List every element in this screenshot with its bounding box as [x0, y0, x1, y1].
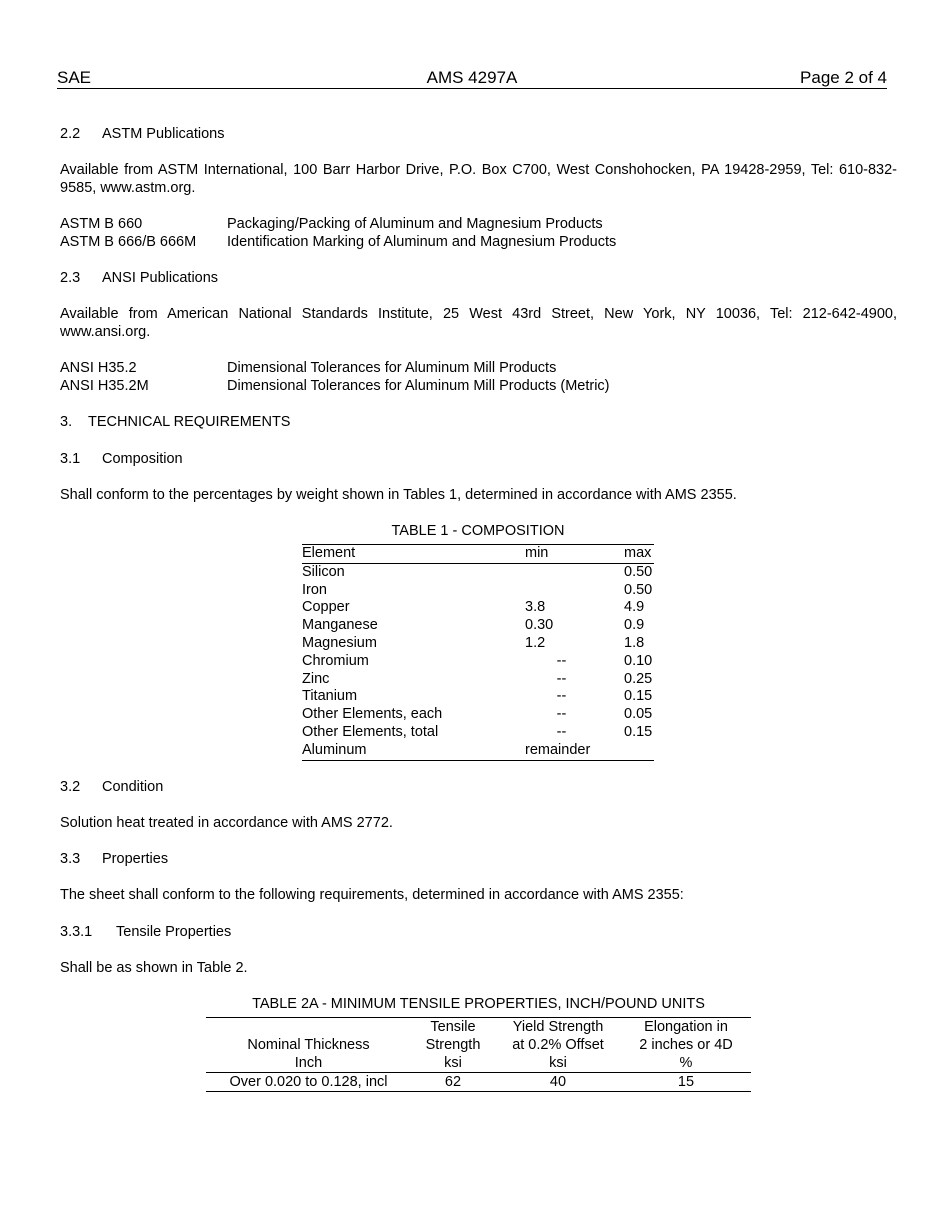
section-title: ANSI Publications — [102, 270, 219, 286]
min-cell: remainder — [525, 741, 591, 758]
reference-title: Packaging/Packing of Aluminum and Magnesium Products — [227, 216, 603, 232]
column-header-max: max — [624, 545, 654, 564]
composition-table — [302, 544, 654, 761]
element-cell: Manganese — [302, 617, 378, 634]
section-3-3-heading — [60, 850, 168, 868]
section-title: Composition — [102, 451, 183, 467]
section-title: ASTM Publications — [102, 126, 225, 142]
max-cell: 0.10 — [624, 652, 653, 669]
section-number: 3.1 — [60, 451, 81, 467]
column-header-thickness — [206, 1018, 411, 1073]
min-cell: 3.8 — [525, 599, 546, 616]
header-line: % — [679, 1055, 693, 1071]
reference-code: ANSI H35.2M — [60, 378, 149, 394]
header-line: ksi — [444, 1055, 462, 1071]
max-cell: 4.9 — [624, 599, 645, 616]
header-line: at 0.2% Offset — [512, 1037, 604, 1053]
table-row — [206, 1073, 751, 1092]
element-cell: Other Elements, each — [302, 706, 443, 723]
section-3-heading — [60, 413, 290, 431]
table-row — [302, 599, 654, 617]
table-row — [302, 688, 654, 706]
min-cell: -- — [556, 723, 567, 740]
yield-cell: 40 — [549, 1074, 567, 1090]
element-cell: Iron — [302, 581, 327, 598]
reference-code: ASTM B 666/B 666M — [60, 234, 197, 250]
reference-code: ANSI H35.2 — [60, 360, 137, 376]
element-cell: Magnesium — [302, 634, 377, 651]
header-line: Tensile — [430, 1019, 476, 1035]
tensile-properties-table — [206, 1017, 751, 1092]
elongation-cell: 15 — [677, 1074, 695, 1090]
min-cell — [525, 563, 624, 581]
max-cell: 0.50 — [624, 581, 653, 598]
reference-code: ASTM B 660 — [60, 216, 143, 232]
section-title: TECHNICAL REQUIREMENTS — [88, 414, 291, 430]
section-number: 3.3.1 — [60, 924, 93, 940]
header-page-number: Page 2 of 4 — [800, 68, 887, 87]
page-header — [57, 68, 887, 89]
section-number: 3.2 — [60, 779, 81, 795]
table-row — [302, 653, 654, 671]
column-header-elongation — [621, 1018, 751, 1073]
astm-availability: Available from ASTM International, 100 Barr Harbor Drive, P.O. Box C700, West Conshohocken, PA 19428-2959, Tel: 610-832-9585, www.astm.org. — [60, 162, 897, 196]
reference-title: Dimensional Tolerances for Aluminum Mill Products — [227, 360, 557, 376]
reference-title: Dimensional Tolerances for Aluminum Mill Products (Metric) — [227, 378, 610, 394]
header-line: Nominal Thickness — [247, 1037, 370, 1053]
min-cell: -- — [556, 706, 567, 723]
section-title: Properties — [102, 851, 169, 867]
table-header-row — [302, 545, 654, 564]
header-line: 2 inches or 4D — [639, 1037, 733, 1053]
min-cell: 1.2 — [525, 634, 546, 651]
header-line: ksi — [549, 1055, 567, 1071]
header-line: Strength — [425, 1037, 481, 1053]
section-3-1-heading — [60, 450, 183, 468]
table-1-caption: TABLE 1 - COMPOSITION — [391, 523, 565, 539]
composition-text: Shall conform to the percentages by weight shown in Tables 1, determined in accordance with AMS 2355. — [60, 487, 737, 503]
section-3-2-heading — [60, 778, 163, 796]
section-number: 3. — [60, 414, 73, 430]
condition-text: Solution heat treated in accordance with AMS 2772. — [60, 815, 393, 831]
element-cell: Copper — [302, 599, 350, 616]
element-cell: Other Elements, total — [302, 723, 439, 740]
section-3-3-1-heading — [60, 923, 231, 941]
column-header-min: min — [525, 545, 624, 564]
table-row — [302, 582, 654, 600]
table-row — [302, 706, 654, 724]
tensile-cell: 62 — [444, 1074, 462, 1090]
element-cell: Titanium — [302, 688, 358, 705]
tensile-text: Shall be as shown in Table 2. — [60, 960, 248, 976]
column-header-tensile-strength — [411, 1018, 495, 1073]
min-cell: -- — [556, 670, 567, 687]
section-number: 2.3 — [60, 270, 81, 286]
element-cell: Silicon — [302, 563, 345, 580]
element-cell: Chromium — [302, 652, 369, 669]
reference-title: Identification Marking of Aluminum and Magnesium Products — [227, 234, 617, 250]
max-cell: 0.50 — [624, 563, 653, 580]
table-row — [302, 742, 654, 760]
element-cell: Aluminum — [302, 741, 367, 758]
element-cell: Zinc — [302, 670, 330, 687]
column-header-element: Element — [302, 545, 525, 564]
header-doc-number: AMS 4297A — [426, 68, 518, 87]
ansi-availability: Available from American National Standards Institute, 25 West 43rd Street, New York, NY 10036, Tel: 212-642-4900, www.ansi.org. — [60, 306, 897, 340]
max-cell: 0.15 — [624, 688, 653, 705]
table-row — [302, 635, 654, 653]
properties-text: The sheet shall conform to the following requirements, determined in accordance with AMS 2355: — [60, 887, 684, 903]
max-cell: 0.15 — [624, 723, 653, 740]
max-cell: 0.05 — [624, 706, 653, 723]
table-2a-caption: TABLE 2A - MINIMUM TENSILE PROPERTIES, INCH/POUND UNITS — [252, 996, 705, 1012]
table-row — [302, 617, 654, 635]
section-number: 3.3 — [60, 851, 81, 867]
table-header-row — [206, 1018, 751, 1073]
column-header-yield-strength — [495, 1018, 621, 1073]
max-cell: 0.25 — [624, 670, 653, 687]
header-line: Inch — [294, 1055, 323, 1071]
min-cell: 0.30 — [525, 617, 554, 634]
max-cell: 1.8 — [624, 634, 645, 651]
max-cell: 0.9 — [624, 617, 645, 634]
min-cell — [525, 582, 624, 600]
section-2-2-heading — [60, 125, 225, 143]
section-title: Tensile Properties — [116, 924, 232, 940]
section-number: 2.2 — [60, 126, 81, 142]
table-row — [302, 563, 654, 581]
header-line: Yield Strength — [512, 1019, 604, 1035]
header-line: Elongation in — [644, 1019, 728, 1035]
min-cell: -- — [556, 688, 567, 705]
thickness-cell: Over 0.020 to 0.128, incl — [229, 1074, 388, 1090]
section-title: Condition — [102, 779, 164, 795]
section-2-3-heading — [60, 269, 218, 287]
header-org: SAE — [57, 68, 92, 87]
min-cell: -- — [556, 652, 567, 669]
table-row — [302, 724, 654, 742]
table-row — [302, 671, 654, 689]
